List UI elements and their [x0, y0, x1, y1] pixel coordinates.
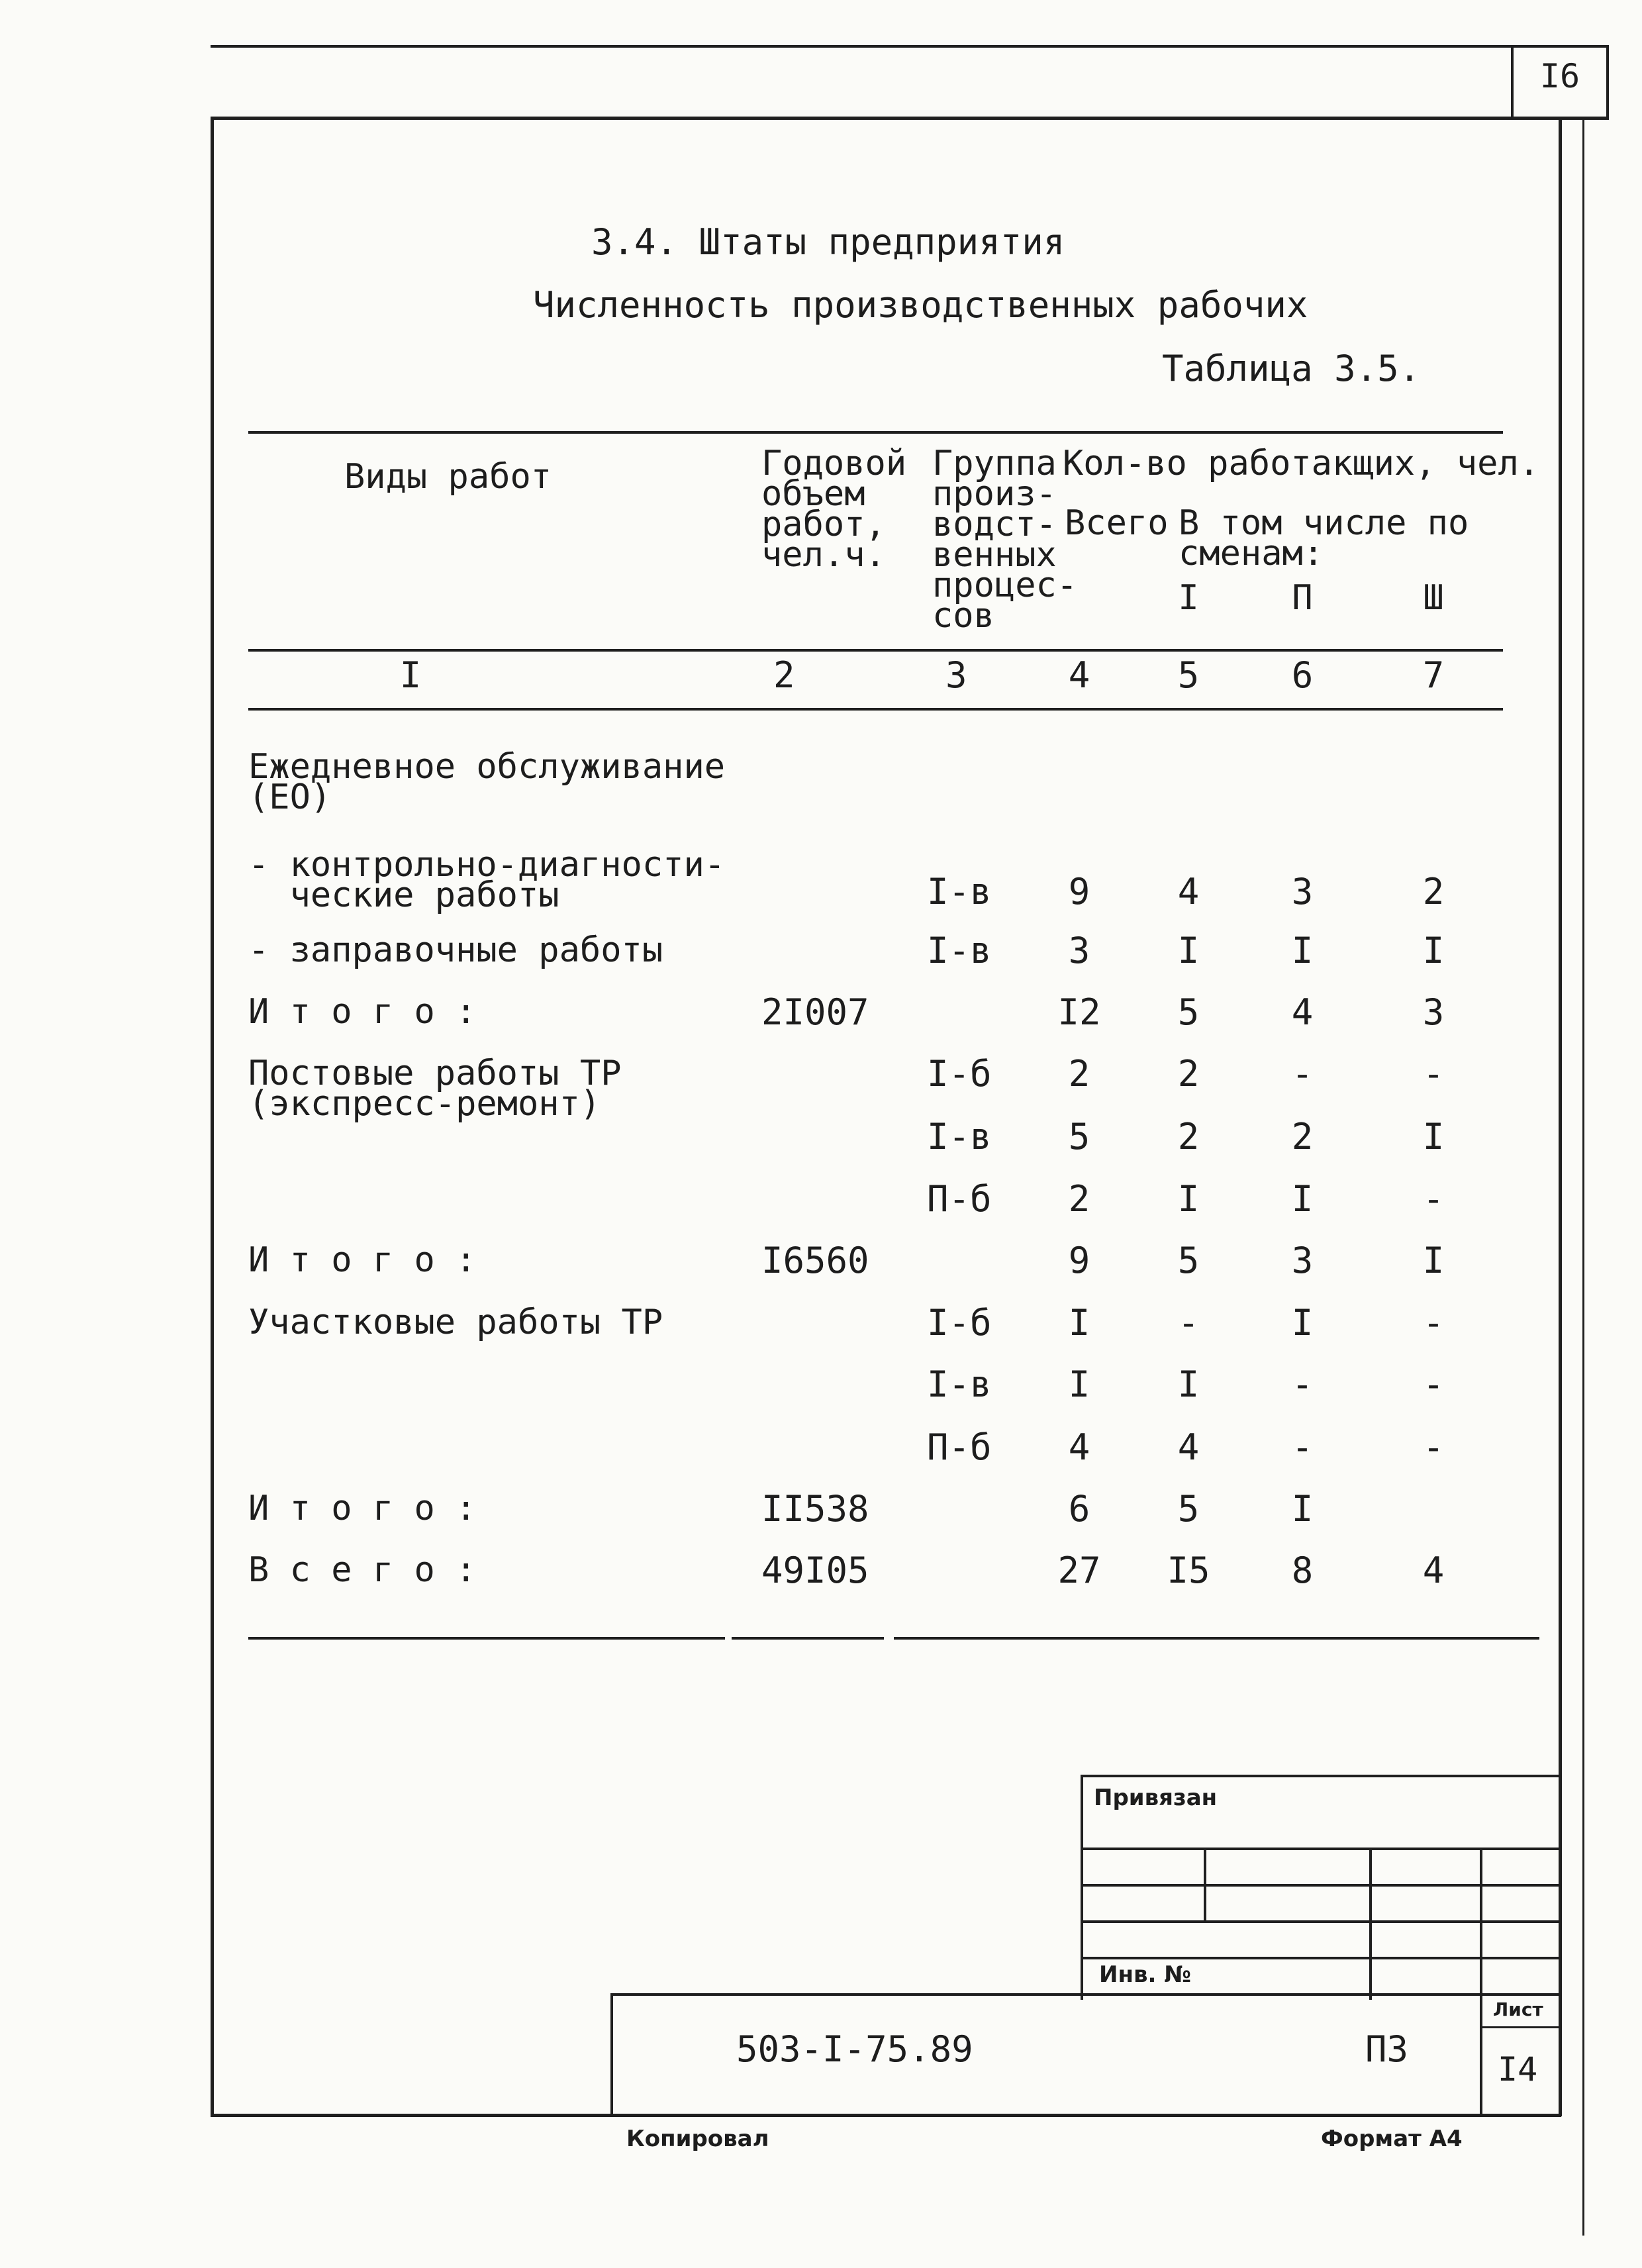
row-shift-3: 3: [1422, 991, 1445, 1033]
row-shift-3: -: [1422, 1426, 1445, 1468]
stamp-privyazan: Привязан: [1094, 1785, 1218, 1811]
copied-label: Копировал: [626, 2126, 769, 2152]
stamp-col-1: [1204, 1848, 1206, 1922]
row-name: И т о г о :: [248, 992, 477, 1032]
stamp-top: [1081, 1775, 1559, 1777]
row-shift-3: 2: [1422, 871, 1445, 912]
row-shift-1: 2: [1177, 1053, 1200, 1095]
row-total: 6: [1068, 1488, 1090, 1530]
row-shift-2: I: [1291, 1302, 1314, 1344]
doc-type: ПЗ: [1365, 2028, 1409, 2070]
row-shift-1: -: [1177, 1302, 1200, 1344]
section-eo-heading: Ежедневное обслуживание (ЕО): [248, 747, 726, 817]
row-total: 5: [1068, 1116, 1090, 1158]
row-shift-3: I: [1422, 930, 1445, 971]
row-shift-1: 5: [1177, 1240, 1200, 1281]
row-total: 4: [1068, 1426, 1090, 1468]
row-shift-2: I: [1291, 1178, 1314, 1220]
row-shift-3: I: [1422, 1116, 1445, 1158]
row-shift-1: 5: [1177, 991, 1200, 1033]
stamp-row-2: [1081, 1884, 1559, 1887]
title-block-left: [610, 1993, 613, 2116]
header-shift-2: П: [1292, 578, 1313, 618]
row-name: В с е г о :: [248, 1550, 477, 1590]
row-shift-2: 3: [1291, 871, 1314, 912]
header-col1: Виды работ: [344, 457, 552, 497]
row-name: Участковые работы ТР: [248, 1303, 663, 1342]
column-number: 3: [945, 654, 967, 696]
title-block-list-row: [1480, 2026, 1559, 2028]
row-shift-1: 5: [1177, 1488, 1200, 1530]
row-group: I-в: [927, 930, 992, 971]
stamp-row-1: [1081, 1848, 1559, 1850]
row-shift-1: 4: [1177, 1426, 1200, 1468]
row-shift-3: -: [1422, 1302, 1445, 1344]
row-shift-2: I: [1291, 1488, 1314, 1530]
row-volume: 49I05: [761, 1550, 869, 1591]
table-bottom-rule-1: [248, 1637, 725, 1640]
page-number-box-left: [1511, 45, 1514, 119]
header-col3: Группа произ- водст- венных процес- сов: [932, 444, 1078, 636]
row-total: I: [1068, 1363, 1090, 1405]
row-shift-3: 4: [1422, 1550, 1445, 1591]
stamp-inv-no: Инв. №: [1099, 1961, 1192, 1988]
stamp-row-3: [1081, 1920, 1559, 1923]
header-total: Всего: [1065, 503, 1169, 543]
row-shift-1: 2: [1177, 1116, 1200, 1158]
row-shift-1: I: [1177, 1363, 1200, 1405]
row-shift-3: I: [1422, 1240, 1445, 1281]
row-total: 2: [1068, 1178, 1090, 1220]
list-number: I4: [1498, 2050, 1538, 2089]
column-number: 4: [1068, 654, 1090, 696]
row-total: I: [1068, 1302, 1090, 1344]
row-shift-1: I5: [1167, 1550, 1210, 1591]
row-shift-3: -: [1422, 1053, 1445, 1095]
row-shift-2: 2: [1291, 1116, 1314, 1158]
column-number: 6: [1291, 654, 1314, 696]
row-total: 3: [1068, 930, 1090, 971]
row-shift-3: -: [1422, 1178, 1445, 1220]
stamp-row-4: [1081, 1957, 1559, 1959]
header-shift-3: Ш: [1423, 578, 1444, 618]
column-number: 7: [1422, 654, 1445, 696]
header-incl: В том числе по сменам:: [1179, 503, 1469, 573]
column-number: 5: [1177, 654, 1200, 696]
row-group: П-б: [927, 1426, 992, 1468]
header-bottom-rule: [248, 649, 1503, 652]
row-name: - контрольно-диагности- ческие работы: [248, 845, 726, 915]
subtitle: Численность производственных рабочих: [533, 284, 1308, 326]
row-total: I2: [1057, 991, 1101, 1033]
column-number: I: [399, 654, 422, 696]
row-shift-1: I: [1177, 1178, 1200, 1220]
row-shift-2: 8: [1291, 1550, 1314, 1591]
frame-right-outer: [1582, 117, 1584, 2236]
row-total: 9: [1068, 1240, 1090, 1281]
row-total: 27: [1057, 1550, 1101, 1591]
table-top-rule: [248, 431, 1503, 434]
stamp-col-3: [1480, 1848, 1482, 2000]
column-number: 2: [773, 654, 795, 696]
table-bottom-rule-3: [894, 1637, 1539, 1640]
row-shift-3: -: [1422, 1363, 1445, 1405]
row-group: I-б: [927, 1302, 992, 1344]
row-name: И т о г о :: [248, 1489, 477, 1528]
format-label: Формат А4: [1321, 2126, 1463, 2152]
row-name: Постовые работы ТР (экспресс-ремонт): [248, 1054, 622, 1124]
row-shift-1: 4: [1177, 871, 1200, 912]
frame-bottom: [211, 2114, 1561, 2117]
header-shift-1: I: [1178, 578, 1199, 618]
row-group: I-б: [927, 1053, 992, 1095]
frame-left: [211, 117, 214, 2116]
doc-code: 503-I-75.89: [736, 2028, 973, 2070]
page-number-box-right: [1606, 45, 1609, 119]
row-shift-2: -: [1291, 1363, 1314, 1405]
title-block-list-col: [1480, 1993, 1482, 2116]
row-name: - заправочные работы: [248, 930, 663, 970]
row-group: I-в: [927, 1116, 992, 1158]
section-title: 3.4. Штаты предприятия: [591, 221, 1065, 263]
top-rule: [211, 45, 1609, 48]
frame-top: [211, 117, 1609, 120]
row-group: I-в: [927, 1363, 992, 1405]
row-volume: I6560: [761, 1240, 869, 1281]
row-total: 2: [1068, 1053, 1090, 1095]
page-number: I6: [1539, 57, 1580, 95]
row-shift-2: -: [1291, 1426, 1314, 1468]
row-volume: II538: [761, 1488, 869, 1530]
row-shift-2: 4: [1291, 991, 1314, 1033]
colnum-bottom-rule: [248, 708, 1503, 711]
header-col2: Годовой объем работ, чел.ч.: [761, 444, 907, 575]
row-total: 9: [1068, 871, 1090, 912]
row-group: I-в: [927, 871, 992, 912]
table-label: Таблица 3.5.: [1162, 348, 1421, 389]
stamp-left: [1081, 1775, 1083, 2000]
row-shift-1: I: [1177, 930, 1200, 971]
row-shift-2: -: [1291, 1053, 1314, 1095]
table-bottom-rule-2: [732, 1637, 884, 1640]
stamp-col-2: [1369, 1848, 1372, 2000]
row-volume: 2I007: [761, 991, 869, 1033]
row-shift-2: 3: [1291, 1240, 1314, 1281]
list-label: Лист: [1493, 1998, 1543, 2020]
row-group: П-б: [927, 1178, 992, 1220]
row-shift-2: I: [1291, 930, 1314, 971]
title-block-top: [610, 1993, 1559, 1996]
header-count-title: Кол-во работакщих, чел.: [1063, 444, 1540, 483]
row-name: И т о г о :: [248, 1240, 477, 1280]
frame-right: [1559, 117, 1562, 2116]
